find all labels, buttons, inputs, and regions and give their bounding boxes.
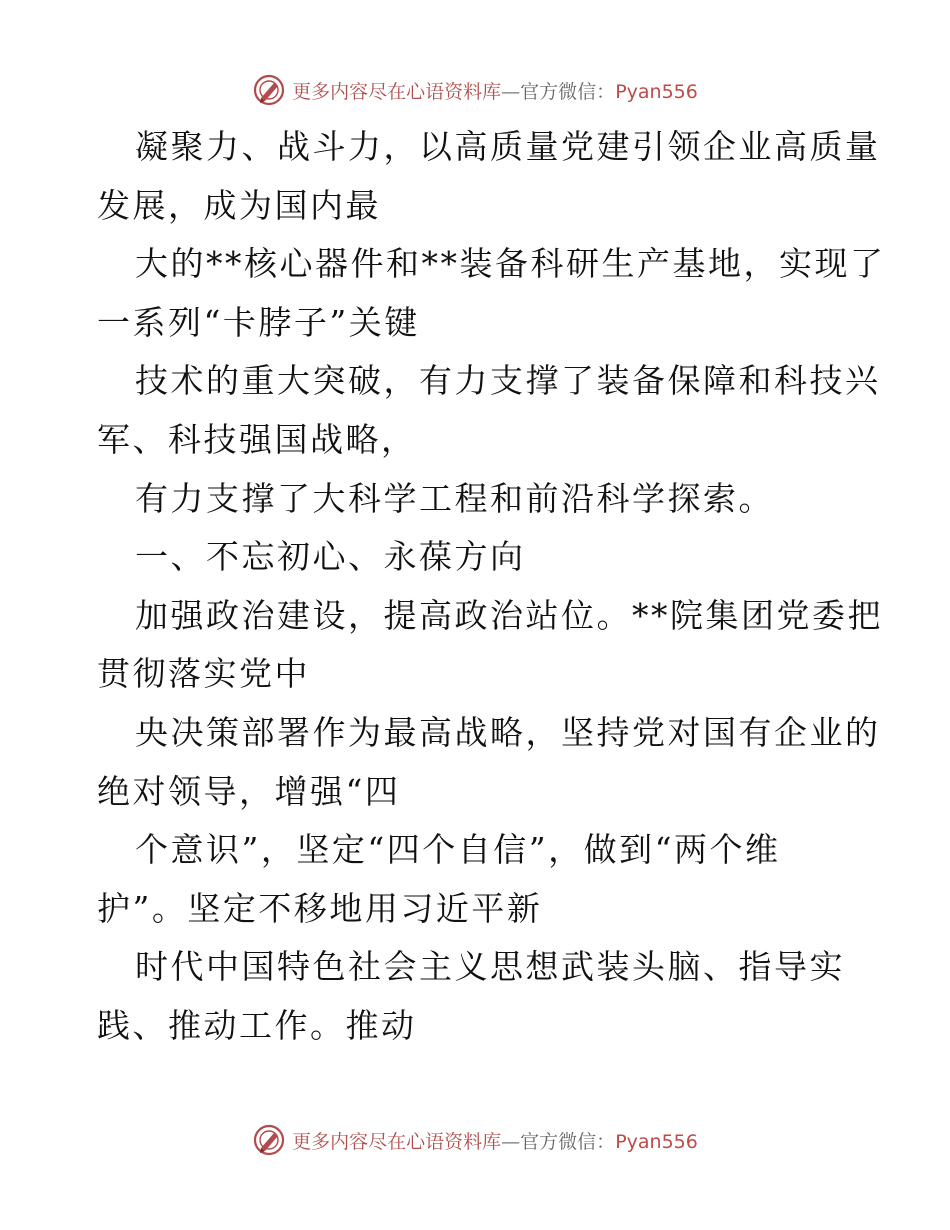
pen-circle-logo-icon — [252, 73, 286, 107]
watermark-label: 官方微信： — [520, 80, 616, 103]
text-line: 绝对领导，增强“四 — [97, 771, 401, 811]
text-line: 个意识”，坚定“四个自信”，做到“两个维 — [135, 830, 781, 870]
watermark-dash: — — [501, 80, 521, 103]
footer-watermark — [0, 1120, 950, 1160]
text-line: 大的**核心器件和**装备科研生产基地，实现了 — [135, 244, 886, 284]
text-line: 军、科技强国战略， — [97, 419, 417, 459]
text-line: 一系列“卡脖子”关键 — [97, 302, 420, 342]
document-body — [97, 118, 886, 1056]
text-line: 央决策部署作为最高战略，坚持党对国有企业的 — [135, 712, 881, 752]
watermark-text — [292, 1127, 698, 1154]
header-watermark — [0, 70, 950, 110]
text-line: 贯彻落实党中 — [97, 654, 310, 694]
text-line: 技术的重大突破，有力支撑了装备保障和科技兴 — [135, 361, 881, 401]
text-line: 时代中国特色社会主义思想武装头脑、指导实 — [135, 947, 845, 987]
watermark-brand: 更多内容尽在心语资料库 — [292, 80, 502, 103]
text-line: 践、推动工作。推动 — [97, 1005, 417, 1045]
section-heading: 一、不忘初心、永葆方向 — [135, 537, 526, 577]
text-line: 护”。坚定不移地用习近平新 — [97, 888, 543, 928]
watermark-id: Pyan556 — [615, 1130, 698, 1153]
watermark-text — [292, 77, 698, 104]
pen-circle-logo-icon — [252, 1123, 286, 1157]
text-line: 加强政治建设，提高政治站位。**院集团党委把 — [135, 595, 883, 635]
text-line: 发展，成为国内最 — [97, 185, 381, 225]
watermark-label: 官方微信： — [520, 1130, 616, 1153]
watermark-brand: 更多内容尽在心语资料库 — [292, 1130, 502, 1153]
watermark-dash: — — [501, 1130, 521, 1153]
text-line: 有力支撑了大科学工程和前沿科学探索。 — [135, 478, 774, 518]
text-line: 凝聚力、战斗力，以高质量党建引领企业高质量 — [135, 127, 881, 166]
watermark-id: Pyan556 — [615, 80, 698, 103]
